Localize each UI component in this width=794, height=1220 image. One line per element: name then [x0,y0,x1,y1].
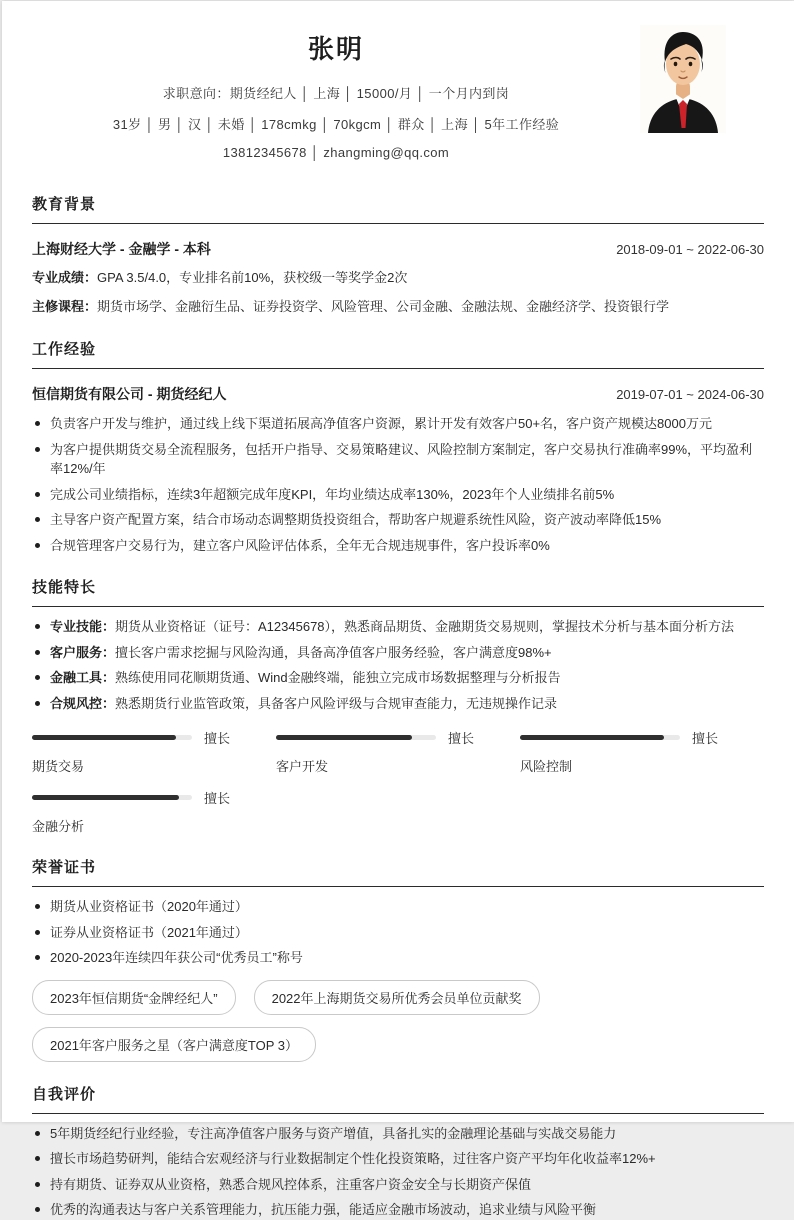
skill-level-label: 擅长 [692,731,719,747]
skill-bar-row [32,788,276,807]
skills-section-title: 技能特长 [32,576,764,607]
work-date-range: 2019-07-01 ~ 2024-06-30 [616,387,764,403]
section-work-experience [2,338,794,555]
skill-bullet [32,668,764,688]
skill-bar-item [32,788,276,835]
work-bullet-list [32,414,764,555]
section-honors [2,856,794,1062]
skill-bar-row [276,728,520,747]
personal-info-line: 31岁 │ 男 │ 汉 │ 未婚 │ 178cmkg │ 70kgcm │ 群众 │ 上海 │ 5年工作经验 [112,117,560,132]
skill-label: 金融工具： [50,670,116,686]
section-skills [2,576,794,835]
honors-bullet-list [32,897,764,968]
self-eval-section-title: 自我评价 [32,1083,764,1114]
skill-bar-track [276,735,436,740]
skill-level-label: 擅长 [448,731,475,747]
job-intent-line: 求职意向：期货经纪人 │ 上海 │ 15000/月 │ 一个月内到岗 [162,86,510,101]
skill-bar-name: 风险控制 [520,759,573,775]
skill-label: 合规风控： [50,695,116,711]
skill-bar-track [32,795,192,800]
honor-bullet: 证券从业资格证书（2021年通过） [32,923,764,943]
skill-bar-item [32,728,276,775]
company-role: 恒信期货有限公司 - 期货经纪人 [32,386,227,403]
education-section-title: 教育背景 [32,193,764,224]
award-badge: 2023年恒信期货“金牌经纪人” [32,980,236,1015]
skill-bar-fill [520,735,664,740]
candidate-name: 张明 [307,34,364,64]
grade-text: GPA 3.5/4.0，专业排名前10%，获校级一等奖学金2次 [97,270,408,285]
avatar-illustration [640,25,726,133]
skill-bar-name: 期货交易 [32,759,85,775]
skill-bars-grid [32,728,764,835]
grade-label: 专业成绩： [32,270,98,285]
education-date-range: 2018-09-01 ~ 2022-06-30 [616,242,764,257]
award-badge: 2021年客户服务之星（客户满意度TOP 3） [32,1027,316,1062]
skill-bar-item [520,728,764,775]
skill-text: 擅长客户需求挖掘与风险沟通，具备高净值客户服务经验，客户满意度98%+ [115,644,552,660]
skills-bullet-list [32,617,764,713]
award-badges-row-2 [32,1027,764,1062]
work-bullet: 主导客户资产配置方案，结合市场动态调整期货投资组合，帮助客户规避系统性风险，资产波动率降低15% [32,510,764,530]
skill-bar-track [32,735,192,740]
honors-section-title: 荣誉证书 [32,856,764,887]
skill-bullet [32,694,764,714]
skill-level-label: 擅长 [204,731,231,747]
skill-label: 客户服务： [50,644,116,660]
work-bullet: 完成公司业绩指标，连续3年超额完成年度KPI，年均业绩达成率130%，2023年个人业绩排名前5% [32,485,764,505]
school-degree: 上海财经大学 - 金融学 - 本科 [32,241,211,257]
work-bullet: 为客户提供期货交易全流程服务，包括开户指导、交易策略建议、风险控制方案制定，客户交易执行准确率99%，平均盈利率12%/年 [32,440,764,479]
education-entry-head [32,239,764,259]
skill-bar-item [276,728,520,775]
honor-bullet: 期货从业资格证书（2020年通过） [32,897,764,917]
work-section-title: 工作经验 [32,338,764,369]
award-badges-row-1 [32,980,764,1015]
skill-bar-fill [32,735,176,740]
skill-text: 熟悉期货行业监管政策，具备客户风险评级与合规审查能力，无违规操作记录 [115,695,558,711]
skill-label: 专业技能： [50,619,116,635]
courses-text: 期货市场学、金融衍生品、证券投资学、风险管理、公司金融、金融法规、金融经济学、投资银行学 [97,299,670,315]
work-entry-head [32,384,764,404]
skill-bullet [32,617,764,637]
resume-page [2,1,794,1218]
profile-photo [640,25,726,133]
eval-bullet: 5年期货经纪行业经验，专注高净值客户服务与资产增值，具备扎实的金融理论基础与实战交易能力 [32,1124,764,1144]
skill-bar-row [32,728,276,747]
skill-text: 期货从业资格证（证号：A12345678），熟悉商品期货、金融期货交易规则，掌握技术分析与基本面分析方法 [115,619,735,635]
eval-bullet: 持有期货、证券双从业资格，熟悉合规风控体系，注重客户资金安全与长期资产保值 [32,1175,764,1195]
eval-bullet: 擅长市场趋势研判，能结合宏观经济与行业数据制定个性化投资策略，过往客户资产平均年化收益率12%+ [32,1149,764,1169]
work-bullet: 负责客户开发与维护，通过线上线下渠道拓展高净值客户资源，累计开发有效客户50+名，客户资产规模达8000万元 [32,414,764,434]
skill-bullet [32,643,764,663]
work-bullet: 合规管理客户交易行为，建立客户风险评估体系，全年无合规违规事件，客户投诉率0% [32,536,764,556]
self-eval-bullet-list [32,1124,764,1220]
skill-text: 熟练使用同花顺期货通、Wind金融终端，能独立完成市场数据整理与分析报告 [115,670,561,686]
section-education [2,193,794,317]
header-text [32,19,640,172]
skill-bar-track [520,735,680,740]
header [2,1,794,172]
eval-bullet: 优秀的沟通表达与客户关系管理能力，抗压能力强，能适应金融市场波动，追求业绩与风险平衡 [32,1200,764,1220]
award-badge: 2022年上海期货交易所优秀会员单位贡献奖 [254,980,540,1015]
skill-bar-name: 金融分析 [32,819,85,835]
skill-level-label: 擅长 [204,791,231,807]
skill-bar-fill [32,795,179,800]
section-self-evaluation [2,1083,794,1220]
honor-bullet: 2020-2023年连续四年获公司“优秀员工”称号 [32,948,764,968]
courses-row [32,297,764,317]
courses-label: 主修课程： [32,299,98,315]
skill-bar-row [520,728,764,747]
grade-row [32,268,764,288]
skill-bar-fill [276,735,412,740]
contact-line: 13812345678 │ zhangming@qq.com [222,145,450,160]
skill-bar-name: 客户开发 [276,759,329,775]
